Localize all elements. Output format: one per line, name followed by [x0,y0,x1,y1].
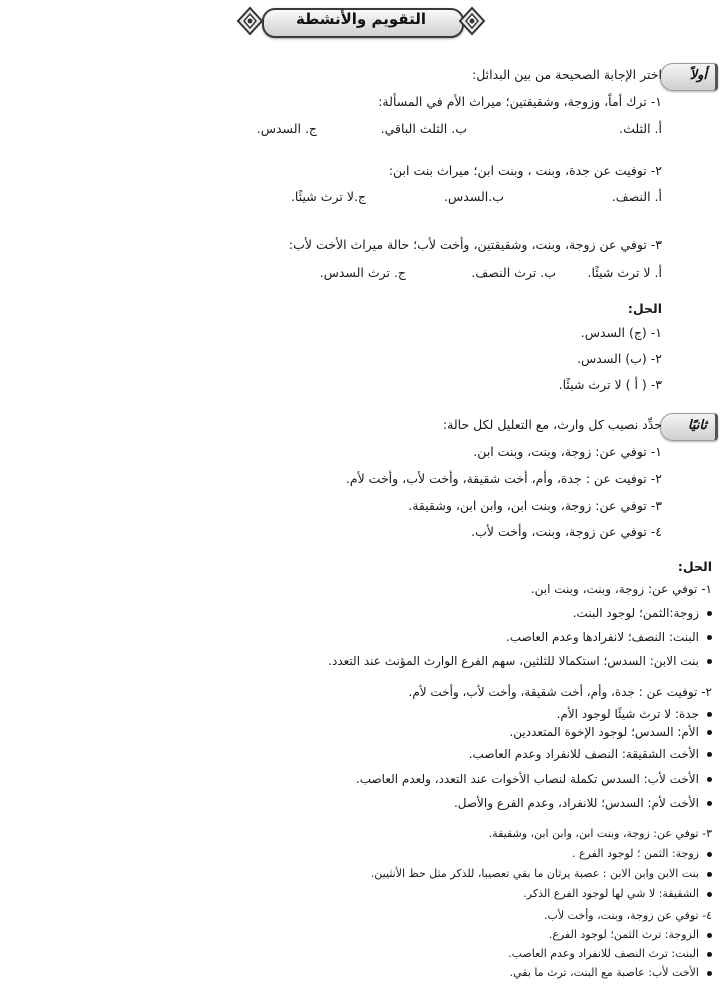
section2-question-4: ٤- توفي عن زوجة، وبنت، وأخت لأب. [471,524,662,539]
section2-question-2: ٢- توفيت عن : جدة، وأم، أخت شقيقة، وأخت لأب، وأخت لأم. [345,471,662,486]
q3-option-b: ب. ترث النصف. [471,265,556,280]
q2-option-c: ج.لا ترث شيئًا. [290,189,366,204]
q3-option-a: أ. لا ترث شيئًا. [587,265,662,280]
s4-bullet: البنت: ترث النصف للانفراد وعدم العاصب. [508,946,712,962]
q2-text: ٢- توفيت عن جدة، وبنت ، وبنت ابن؛ ميراث بنت ابن: [388,163,662,178]
q2-option-b: ب.السدس. [444,189,504,204]
s4-head: ٤- توفي عن زوجة، وبنت، وأخت لأب. [544,909,712,922]
bullet-icon [707,635,712,640]
solution-3: ٣- ( أ ) لا ترث شيئًا. [558,377,662,392]
q1-text: ١- ترك أماً، وزوجة، وشقيقتين؛ ميراث الأم في المسألة: [378,94,662,109]
bullet-icon [707,971,712,976]
s3-bullet: بنت الابن وابن الابن : عصبة يرثان ما بقي تعصيبا، للذكر مثل حظ الأنثيين. [371,866,712,882]
q3-text: ٣- توفي عن زوجة، وبنت، وشقيقتين، وأخت لأب؛ حالة ميراث الأخت لأب: [288,237,662,252]
bullet-icon [707,872,712,877]
bullet-icon [707,730,712,735]
bullet-icon [707,712,712,717]
bullet-icon [707,611,712,616]
solution-2: ٢- (ب) السدس. [577,351,662,366]
q1-option-a: أ. الثلث. [619,121,662,136]
bullet-icon [707,659,712,664]
solution-1: ١- (ج) السدس. [580,325,662,340]
s1-bullet: البنت: النصف؛ لانفرادها وعدم العاصب. [506,629,712,646]
q1-option-c: ج. السدس. [256,121,317,136]
s3-bullet: زوجة: الثمن ؛ لوجود الفرع . [572,846,712,862]
section2-question-3: ٣- توفي عن: زوجة، وبنت ابن، وابن ابن، وشقيقة. [408,498,662,513]
bullet-icon [707,752,712,757]
page-title: التقويم والأنشطة [296,10,426,28]
q2-option-a: أ. النصف. [611,189,662,204]
s4-bullet: الأخت لأب: عاصبة مع البنت، ترث ما بقي. [510,965,712,981]
s1-head: ١- توفي عن: زوجة، وبنت، وبنت ابن. [530,582,712,596]
s2-bullet: جدة: لا ترث شيئًا لوجود الأم. [557,706,712,723]
section-label-first: أولاً [660,63,718,91]
section2-instruction: حدِّد نصيب كل وارث، مع التعليل لكل حالة: [442,417,662,432]
s2-head: ٢- توفيت عن : جدة، وأم، أخت شقيقة، وأخت لأب، وأخت لأم. [408,685,712,699]
s2-bullet: الأخت الشقيقة: النصف للانفراد وعدم العاصب. [469,746,712,763]
bullet-icon [707,933,712,938]
section1-instruction: اختر الإجابة الصحيحة من بين البدائل: [471,67,662,82]
q1-option-b: ب. الثلث الباقي. [380,121,467,136]
q3-option-c: ج. ترث السدس. [319,265,406,280]
s3-head: ٣- توفي عن: زوجة، وبنت ابن، وابن ابن، وشقيقة. [488,827,712,840]
bullet-icon [707,852,712,857]
section1-solution-title: الحل: [627,301,662,316]
s3-bullet: الشقيقة: لا شي لها لوجود الفرع الذكر. [523,886,712,902]
bullet-icon [707,801,712,806]
ornament-left-icon [236,6,264,36]
bullet-icon [707,892,712,897]
s4-bullet: الزوجة: ترث الثمن؛ لوجود الفرع. [549,927,712,943]
bullet-icon [707,777,712,782]
section2-question-1: ١- توفي عن: زوجة، وبنت، وبنت ابن. [473,444,662,459]
s2-bullet: الأم: السدس؛ لوجود الإخوة المتعددين. [509,724,712,741]
section2-solution-title: الحل: [677,559,712,574]
section-label-second: ثانيًا [660,413,718,441]
ornament-right-icon [458,6,486,36]
s1-bullet: زوجة:الثمن؛ لوجود البنت. [573,605,712,622]
s1-bullet: بنت الابن: السدس؛ استكمالا للثلثين، سهم الفرع الوارث المؤنث عند التعدد. [328,653,712,670]
header-banner [236,4,486,38]
bullet-icon [707,952,712,957]
s2-bullet: الأخت لأب: السدس تكملة لنصاب الأخوات عند التعدد، ولعدم العاصب. [356,771,712,788]
s2-bullet: الأخت لأم: السدس؛ للانفراد، وعدم الفرع والأصل. [454,795,712,812]
